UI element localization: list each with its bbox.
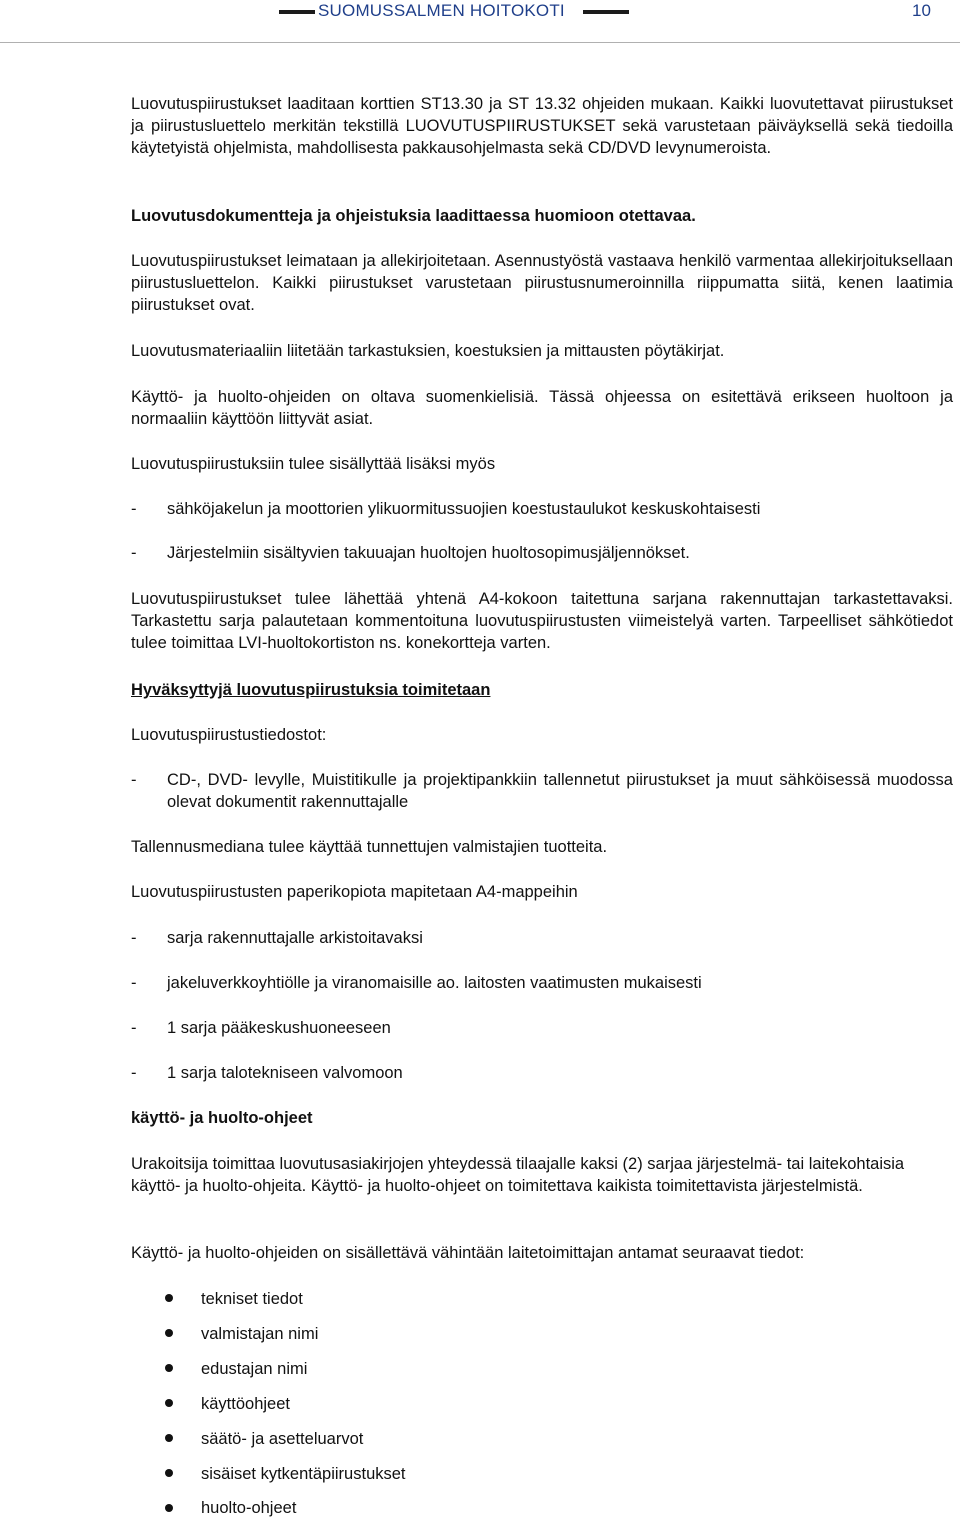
paragraph-signing: Luovutuspiirustukset leimataan ja allekirjoitetaan. Asennustyöstä vastaava henkilö varmentaa allekirjoituksellaan piirustusluettelon. Kaikki piirustukset varustetaan piirustusnumeroinnilla riippumatta siitä, kenen laatimia piirustukset ovat. <box>131 252 953 314</box>
paragraph-paper-copies: Luovutuspiirustusten paperikopiota mapitetaan A4-mappeihin <box>131 883 578 901</box>
list-item: Järjestelmiin sisältyvien takuuajan huoltojen huoltosopimusjäljennökset. <box>167 544 690 562</box>
header-line-left <box>279 10 315 14</box>
list-item: jakeluverkkoyhtiölle ja viranomaisille ao. laitosten vaatimusten mukaisesti <box>167 974 702 992</box>
list-item: sarja rakennuttajalle arkistoitavaksi <box>167 929 423 947</box>
list-dash: - <box>131 929 137 947</box>
bullet-item: sisäiset kytkentäpiirustukset <box>201 1465 406 1483</box>
header-rule <box>0 42 960 43</box>
paragraph-reports: Luovutusmateriaaliin liitetään tarkastuksien, koestuksien ja mittausten pöytäkirjat. <box>131 342 725 360</box>
paragraph-intro: Luovutuspiirustukset laaditaan korttien ST13.30 ja ST 13.32 ohjeiden mukaan. Kaikki luovutettavat piirustukset ja piirustusluettelo merkitän tekstillä LUOVUTUSPIIRUSTUKSET sekä varustetaan päiväyksellä sekä tiedoilla käytetyistä ohjelmista, mahdollisesta pakkausohjelmasta sekä CD/DVD levynumeroista. <box>131 95 953 157</box>
list-dash: - <box>131 1019 137 1037</box>
bullet-item: huolto-ohjeet <box>201 1499 297 1517</box>
bullet-dot <box>165 1329 173 1337</box>
page-header <box>0 0 960 32</box>
list-dash: - <box>131 1064 137 1082</box>
list-dash: - <box>131 974 137 992</box>
list-item: sähköjakelun ja moottorien ylikuormitussuojien koestustaulukot keskuskohtaisesti <box>167 500 761 518</box>
bullet-item: säätö- ja asetteluarvot <box>201 1430 364 1448</box>
heading-operation-manuals: käyttö- ja huolto-ohjeet <box>131 1109 313 1127</box>
bullet-item: valmistajan nimi <box>201 1325 319 1343</box>
header-title: SUOMUSSALMEN HOITOKOTI <box>318 1 565 20</box>
bullet-dot <box>165 1364 173 1372</box>
paragraph-manuals-language: Käyttö- ja huolto-ohjeiden on oltava suomenkielisiä. Tässä ohjeessa on esitettävä erikseen huoltoon ja normaaliin käyttöön liittyvät asiat. <box>131 388 953 428</box>
paragraph-contractor: Urakoitsija toimittaa luovutusasiakirjojen yhteydessä tilaajalle kaksi (2) sarjaa järjestelmä- tai laitekohtaisia käyttö- ja huolto-ohjeita. Käyttö- ja huolto-ohjeet on toimitettava kaikista toimitettavista järjestelmistä. <box>131 1155 905 1195</box>
bullet-dot <box>165 1469 173 1477</box>
header-line-right <box>583 10 629 14</box>
paragraph-include: Luovutuspiirustuksiin tulee sisällyttää lisäksi myös <box>131 455 496 473</box>
paragraph-manual-contents: Käyttö- ja huolto-ohjeiden on sisällettävä vähintään laitetoimittajan antamat seuraavat tiedot: <box>131 1244 805 1262</box>
list-dash: - <box>131 771 137 789</box>
heading-instructions: Luovutusdokumentteja ja ohjeistuksia laadittaessa huomioon otettavaa. <box>131 207 696 225</box>
bullet-item: tekniset tiedot <box>201 1290 303 1308</box>
paragraph-send-drawings: Luovutuspiirustukset tulee lähettää yhtenä A4-kokoon taitettuna sarjana rakennuttajan tarkastettavaksi. Tarkastettu sarja palautetaan kommentoituna luovutuspiirustusten viimeistelyä varten. Tarpeelliset sähkötiedot tulee toimittaa LVI-huoltokortiston ns. konekortteja varten. <box>131 590 953 652</box>
list-item: 1 sarja talotekniseen valvomoon <box>167 1064 403 1082</box>
list-item: CD-, DVD- levylle, Muistitikulle ja projektipankkiin tallennetut piirustukset ja muut sähköisessä muodossa olevat dokumentit rakennuttajalle <box>167 771 953 811</box>
paragraph-files: Luovutuspiirustustiedostot: <box>131 726 327 744</box>
bullet-dot <box>165 1294 173 1302</box>
bullet-dot <box>165 1434 173 1442</box>
list-item: 1 sarja pääkeskushuoneeseen <box>167 1019 391 1037</box>
bullet-item: käyttöohjeet <box>201 1395 290 1413</box>
paragraph-media: Tallennusmediana tulee käyttää tunnettujen valmistajien tuotteita. <box>131 838 608 856</box>
bullet-item: edustajan nimi <box>201 1360 308 1378</box>
heading-approved-drawings: Hyväksyttyjä luovutuspiirustuksia toimitetaan <box>131 681 491 699</box>
bullet-dot <box>165 1504 173 1512</box>
list-dash: - <box>131 500 137 518</box>
page-number: 10 <box>912 1 931 20</box>
bullet-dot <box>165 1399 173 1407</box>
list-dash: - <box>131 544 137 562</box>
